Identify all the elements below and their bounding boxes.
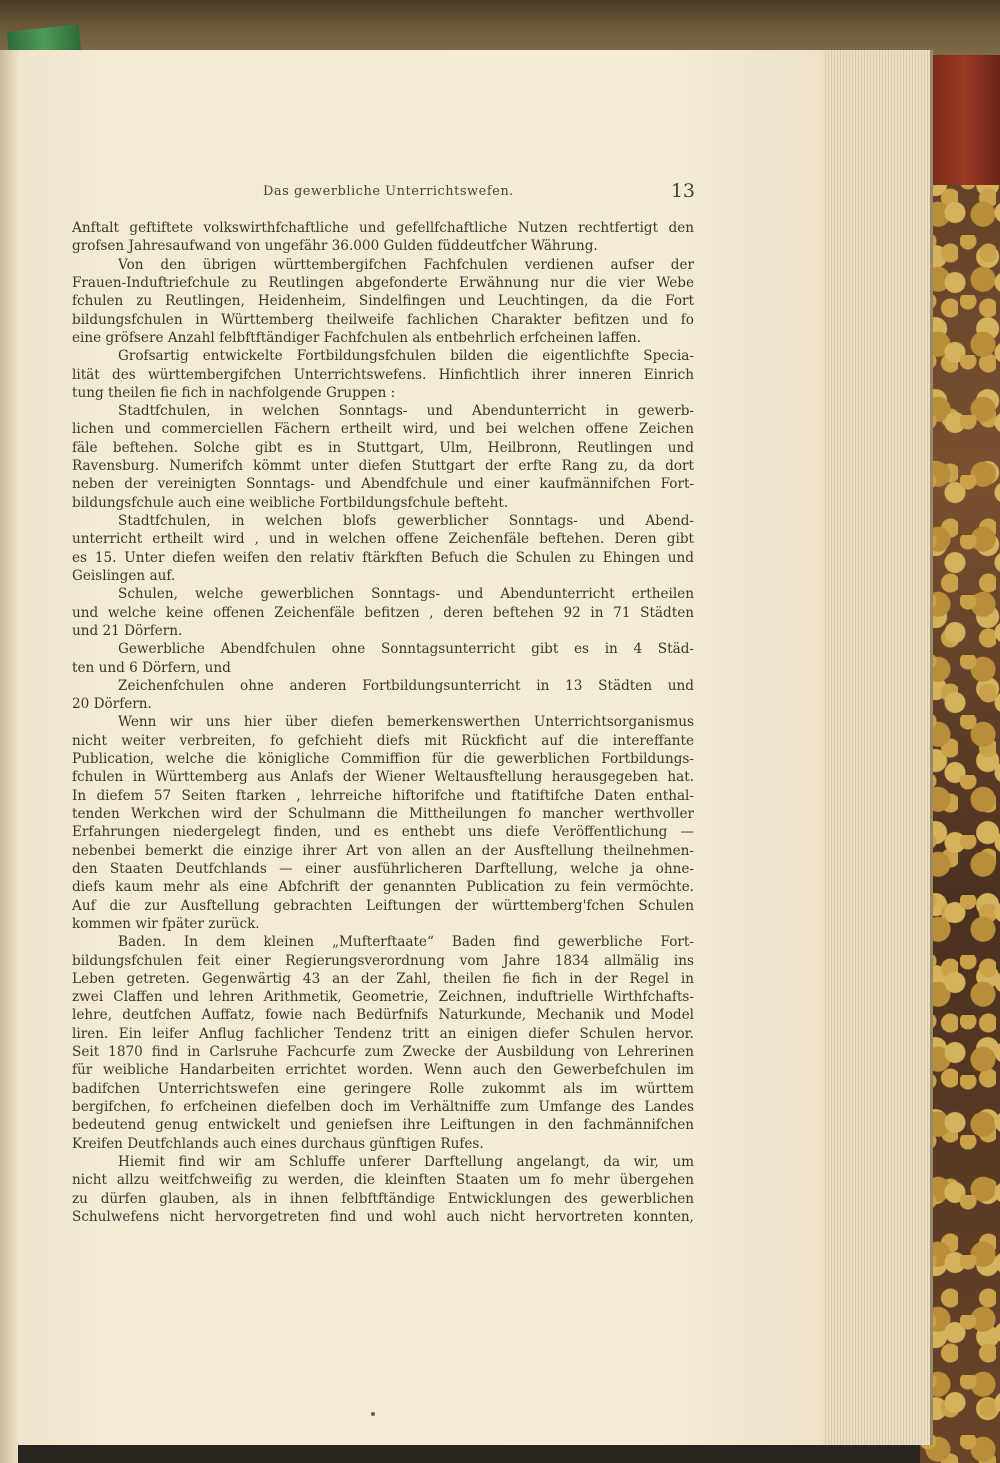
- text-line: Publication, welche die königliche Commiffion für die gewerblichen Fortbildungs-: [72, 751, 694, 768]
- text-line: für weibliche Handarbeiten errichtet worden. Wenn auch den Gewerbefchulen im: [72, 1062, 694, 1079]
- text-line: nicht weiter verbreiten, fo gefchieht diefs mit Rückficht auf die intereffante: [72, 732, 694, 749]
- text-line: lität des württembergifchen Unterrichtswefens. Hinfichtlich ihrer inneren Einrich: [72, 366, 694, 383]
- text-line: bildungsfchulen in Württemberg theilweife fachlichen Charakter befitzen und fo: [72, 311, 694, 328]
- text-line: zu dürfen glauben, als in ihnen felbftftändige Entwicklungen des gewerblichen: [72, 1190, 694, 1207]
- text-line: neben der vereinigten Sonntags- und Abendfchule und einer kaufmännifchen Fort-: [72, 476, 694, 493]
- text-line: und 21 Dörfern.: [72, 622, 183, 639]
- text-line: Gewerbliche Abendfchulen ohne Sonntagsunterricht gibt es in 4 Städ-: [118, 641, 694, 658]
- text-line: In diefem 57 Seiten ftarken , lehrreiche hiftorifche und ftatiftifche Daten enthal-: [72, 787, 694, 804]
- running-head: Das gewerbliche Unterrichtswefen.: [263, 184, 514, 199]
- text-line: Von den übrigen württembergifchen Fachfchulen verdienen aufser der: [118, 256, 694, 273]
- text-line: Anftalt geftiftete volkswirthfchaftliche und gefellfchaftliche Nutzen rechtfertigt den: [72, 220, 694, 236]
- text-line: und welche keine offenen Zeichenfäle befitzen , deren beftehen 92 in 71 Städten: [72, 604, 694, 621]
- text-line: lehre, deutfchen Auffatz, fowie nach Bedürfnifs Naturkunde, Mechanik und Model: [72, 1007, 694, 1024]
- text-line: Frauen-Induftriefchule zu Reutlingen abgefonderte Erwähnung nur die vier Webe: [72, 274, 694, 291]
- text-line: Erfahrungen niedergelegt finden, und es enthebt uns diefe Veröffentlichung —: [72, 824, 694, 841]
- text-line: Stadtfchulen, in welchen Sonntags- und Abendunterricht in gewerb-: [118, 403, 694, 420]
- text-line: Kreifen Deutfchlands auch eines durchaus günftigen Rufes.: [72, 1135, 484, 1152]
- page-number: 13: [670, 180, 695, 202]
- text-line: nicht allzu weitfchweifig zu werden, die kleinften Staaten um fo mehr übergehen: [72, 1172, 694, 1189]
- text-line: Stadtfchulen, in welchen blofs gewerblicher Sonntags- und Abend-: [118, 513, 694, 529]
- text-line: Baden. In dem kleinen „Mufterftaate“ Baden find gewerbliche Fort-: [118, 934, 694, 951]
- text-line: Geislingen auf.: [72, 567, 176, 584]
- text-line: Leben getreten. Gegenwärtig 43 an der Zahl, theilen fie fich in der Regel in: [72, 970, 694, 987]
- text-line: tung theilen fie fich in nachfolgende Gruppen :: [72, 384, 396, 401]
- page-header: [263, 180, 695, 204]
- cover-corner-leather: [930, 55, 1000, 185]
- text-line: fchulen in Württemberg aus Anlafs der Wiener Weltausftellung herausgegeben hat.: [72, 769, 694, 786]
- text-line: unterricht ertheilt wird , und in welchen offene Zeichenfäle beftehen. Deren gibt: [72, 531, 694, 548]
- ink-speck: [371, 1412, 375, 1416]
- text-line: lichen und commerciellen Fächern ertheilt wird, und bei welchen offene Zeichen: [72, 421, 694, 438]
- text-line: kommen wir fpäter zurück.: [72, 915, 260, 932]
- text-line: Schulwefens nicht hervorgetreten find und wohl auch nicht hervortreten konnten,: [72, 1208, 694, 1225]
- text-line: bergifchen, fo erfcheinen diefelben doch im Verhältniffe zum Umfange des Landes: [72, 1099, 694, 1115]
- text-line: Wenn wir uns hier über diefen bemerkenswerthen Unterrichtsorganismus: [118, 714, 694, 731]
- text-line: nebenbei bemerkt die einzige ihrer Art von allen an der Ausftellung theilnehmen-: [72, 842, 694, 859]
- text-line: tenden Werkchen wird der Schulmann die Mittheilungen fo mancher werthvoller: [72, 806, 694, 822]
- text-line: zwei Claffen und lehren Arithmetik, Geometrie, Zeichnen, induftrielle Wirthfchafts-: [72, 989, 694, 1006]
- text-line: Hiemit find wir am Schluffe unferer Darftellung angelangt, da wir, um: [118, 1153, 694, 1170]
- text-line: bildungsfchule auch eine weibliche Fortbildungsfchule befteht.: [72, 494, 509, 511]
- text-line: eine gröfsere Anzahl felbftftändiger Fachfchulen als entbehrlich erfcheinen laffen.: [72, 329, 642, 346]
- body-text: [72, 219, 694, 1226]
- page-stack-edge: [820, 50, 933, 1445]
- text-line: grofsen Jahresaufwand von ungefähr 36.000 Gulden füddeutfcher Währung.: [72, 238, 598, 255]
- text-line: fchulen zu Reutlingen, Heidenheim, Sindelfingen und Leuchtingen, da die Fort: [72, 293, 694, 310]
- text-line: Seit 1870 find in Carlsruhe Fachcurfe zum Zwecke der Ausbildung von Lehrerinen: [72, 1044, 694, 1061]
- text-line: Zeichenfchulen ohne anderen Fortbildungsunterricht in 13 Städten und: [118, 677, 694, 694]
- text-line: fäle beftehen. Solche gibt es in Stuttgart, Ulm, Heilbronn, Reutlingen und: [72, 439, 694, 456]
- text-line: den Staaten Deutfchlands — einer ausführlicheren Darftellung, welche ja ohne-: [72, 860, 694, 877]
- text-line: badifchen Unterrichtswefen eine geringere Rolle zukommt als im württem: [72, 1080, 694, 1097]
- text-line: liren. Ein leifer Anflug fachlicher Tendenz tritt an einigen diefer Schulen hervor.: [72, 1025, 694, 1042]
- text-line: bildungsfchulen feit einer Regierungsverordnung vom Jahre 1834 allmälig ins: [72, 952, 694, 969]
- text-line: bedeutend genug entwickelt und geniefsen ihre Leiftungen in den fachmännifchen: [72, 1117, 694, 1134]
- text-line: ten und 6 Dörfern, und: [72, 659, 231, 676]
- text-line: Schulen, welche gewerblichen Sonntags- und Abendunterricht ertheilen: [118, 586, 694, 603]
- text-line: Grofsartig entwickelte Fortbildungsfchulen bilden die eigentlichfte Specia-: [118, 348, 694, 365]
- text-line: Ravensburg. Numerifch kömmt unter diefen Stuttgart der erfte Rang zu, da dort: [72, 458, 694, 475]
- text-line: es 15. Unter diefen weifen den relativ ftärkften Befuch die Schulen zu Ehingen und: [72, 549, 694, 566]
- left-page-edge: [0, 50, 18, 1463]
- text-line: diefs kaum mehr als eine Abfchrift der genannten Publication zu fein vermöchte.: [72, 879, 694, 896]
- text-line: Auf die zur Ausftellung gebrachten Leiftungen der württemberg'fchen Schulen: [72, 897, 694, 914]
- text-line: 20 Dörfern.: [72, 696, 152, 713]
